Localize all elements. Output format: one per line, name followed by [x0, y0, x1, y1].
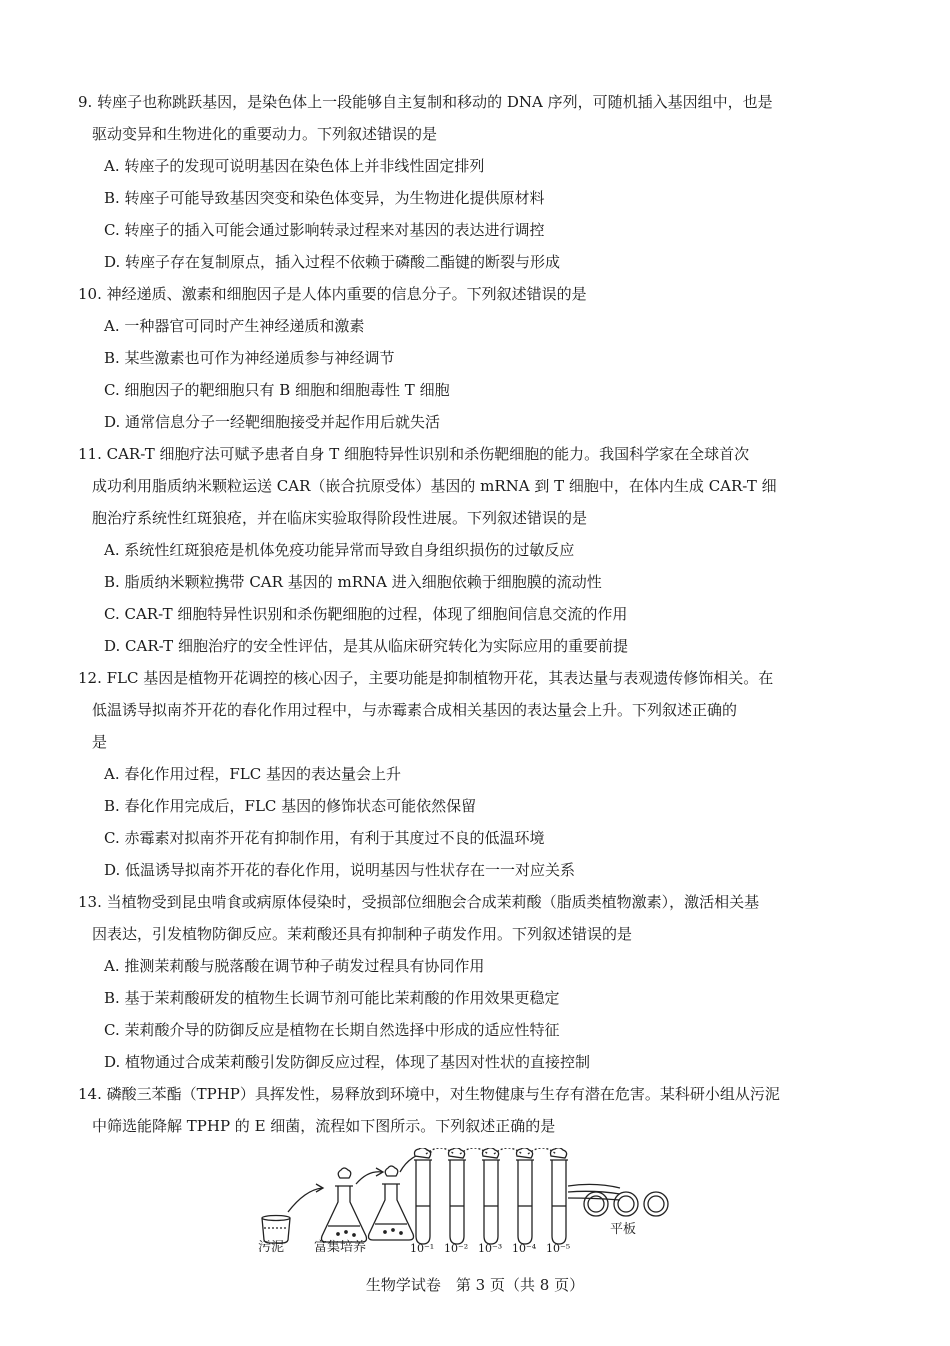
dilution-label: 10⁻²	[444, 1242, 469, 1255]
flask-1-icon	[322, 1168, 367, 1242]
q12-stem-line1: 12. FLC 基因是植物开花调控的核心因子，主要功能是抑制植物开花，其表达量与表观遗传修饰相关。在	[78, 669, 774, 687]
q12-option-d: D. 低温诱导拟南芥开花的春化作用，说明基因与性状存在一一对应关系	[104, 861, 576, 879]
q12-option-a: A. 春化作用过程，FLC 基因的表达量会上升	[104, 765, 401, 783]
q10-option-b: B. 某些激素也可作为神经递质参与神经调节	[104, 349, 395, 367]
dilution-label: 10⁻³	[478, 1242, 503, 1255]
q9-option-b: B. 转座子可能导致基因突变和染色体变异，为生物进化提供原材料	[104, 189, 545, 207]
dilution-tubes-icon	[414, 1148, 568, 1244]
q13-option-a: A. 推测茉莉酸与脱落酸在调节种子萌发过程具有协同作用	[104, 957, 485, 975]
sludge-beaker-icon	[262, 1216, 290, 1244]
q11-stem-line3: 胞治疗系统性红斑狼疮，并在临床实验取得阶段性进展。下列叙述错误的是	[92, 509, 588, 527]
q13-option-b: B. 基于茉莉酸研发的植物生长调节剂可能比茉莉酸的作用效果更稳定	[104, 989, 560, 1007]
enrichment-culture-label: 富集培养	[314, 1240, 367, 1255]
q9-option-c: C. 转座子的插入可能会通过影响转录过程来对基因的表达进行调控	[104, 221, 545, 239]
q12-option-b: B. 春化作用完成后，FLC 基因的修饰状态可能依然保留	[104, 797, 477, 815]
plate-label: 平板	[610, 1222, 637, 1237]
q10-option-a: A. 一种器官可同时产生神经递质和激素	[104, 317, 365, 335]
q13-option-d: D. 植物通过合成茉莉酸引发防御反应过程，体现了基因对性状的直接控制	[104, 1053, 591, 1071]
q14-stem-line1: 14. 磷酸三苯酯（TPHP）具挥发性，易释放到环境中，对生物健康与生存有潜在危害。某科研小组从污泥	[78, 1085, 780, 1103]
q10-option-c: C. 细胞因子的靶细胞只有 B 细胞和细胞毒性 T 细胞	[104, 381, 450, 399]
q11-stem-line1: 11. CAR-T 细胞疗法可赋予患者自身 T 细胞特异性识别和杀伤靶细胞的能力。我国科学家在全球首次	[78, 445, 750, 463]
screening-flow-figure	[250, 1148, 680, 1258]
dilution-label: 10⁻¹	[410, 1242, 435, 1255]
q13-stem-line2: 因表达，引发植物防御反应。茉莉酸还具有抑制种子萌发作用。下列叙述错误的是	[92, 925, 633, 943]
q13-stem-line1: 13. 当植物受到昆虫啃食或病原体侵染时，受损部位细胞会合成茉莉酸（脂质类植物激素），激活相关基	[78, 893, 760, 911]
q12-stem-line3: 是	[92, 733, 108, 751]
petri-plates-icon	[584, 1192, 668, 1216]
q9-option-a: A. 转座子的发现可说明基因在染色体上并非线性固定排列	[104, 157, 485, 175]
arrow-flask1-to-flask2-icon	[356, 1172, 382, 1184]
q9-stem-line1: 9. 转座子也称跳跃基因，是染色体上一段能够自主复制和移动的 DNA 序列，可随机插入基因组中，也是	[78, 93, 773, 111]
q10-option-d: D. 通常信息分子一经靶细胞接受并起作用后就失活	[104, 413, 441, 431]
q9-option-d: D. 转座子存在复制原点，插入过程不依赖于磷酸二酯键的断裂与形成	[104, 253, 561, 271]
flask-2-icon	[369, 1166, 414, 1240]
q13-option-c: C. 茉莉酸介导的防御反应是植物在长期自然选择中形成的适应性特征	[104, 1021, 560, 1039]
page-footer: 生物学试卷 第 3 页（共 8 页）	[365, 1276, 585, 1294]
q11-stem-line2: 成功利用脂质纳米颗粒运送 CAR（嵌合抗原受体）基因的 mRNA 到 T 细胞中，在体内生成 CAR-T 细	[92, 477, 777, 495]
sludge-label: 污泥	[258, 1240, 285, 1255]
dilution-label: 10⁻⁴	[512, 1242, 537, 1255]
q11-option-c: C. CAR-T 细胞特异性识别和杀伤靶细胞的过程，体现了细胞间信息交流的作用	[104, 605, 628, 623]
q12-option-c: C. 赤霉素对拟南芥开花有抑制作用，有利于其度过不良的低温环境	[104, 829, 545, 847]
q11-option-d: D. CAR-T 细胞治疗的安全性评估，是其从临床研究转化为实际应用的重要前提	[104, 637, 628, 655]
q12-stem-line2: 低温诱导拟南芥开花的春化作用过程中，与赤霉素合成相关基因的表达量会上升。下列叙述正确的	[92, 701, 738, 719]
q10-stem-line1: 10. 神经递质、激素和细胞因子是人体内重要的信息分子。下列叙述错误的是	[78, 285, 587, 303]
q11-option-b: B. 脂质纳米颗粒携带 CAR 基因的 mRNA 进入细胞依赖于细胞膜的流动性	[104, 573, 602, 591]
q11-option-a: A. 系统性红斑狼疮是机体免疫功能异常而导致自身组织损伤的过敏反应	[104, 541, 575, 559]
q9-stem-line2: 驱动变异和生物进化的重要动力。下列叙述错误的是	[92, 125, 438, 143]
dilution-label: 10⁻⁵	[546, 1242, 571, 1255]
q14-stem-line2: 中筛选能降解 TPHP 的 E 细菌，流程如下图所示。下列叙述正确的是	[92, 1117, 556, 1135]
